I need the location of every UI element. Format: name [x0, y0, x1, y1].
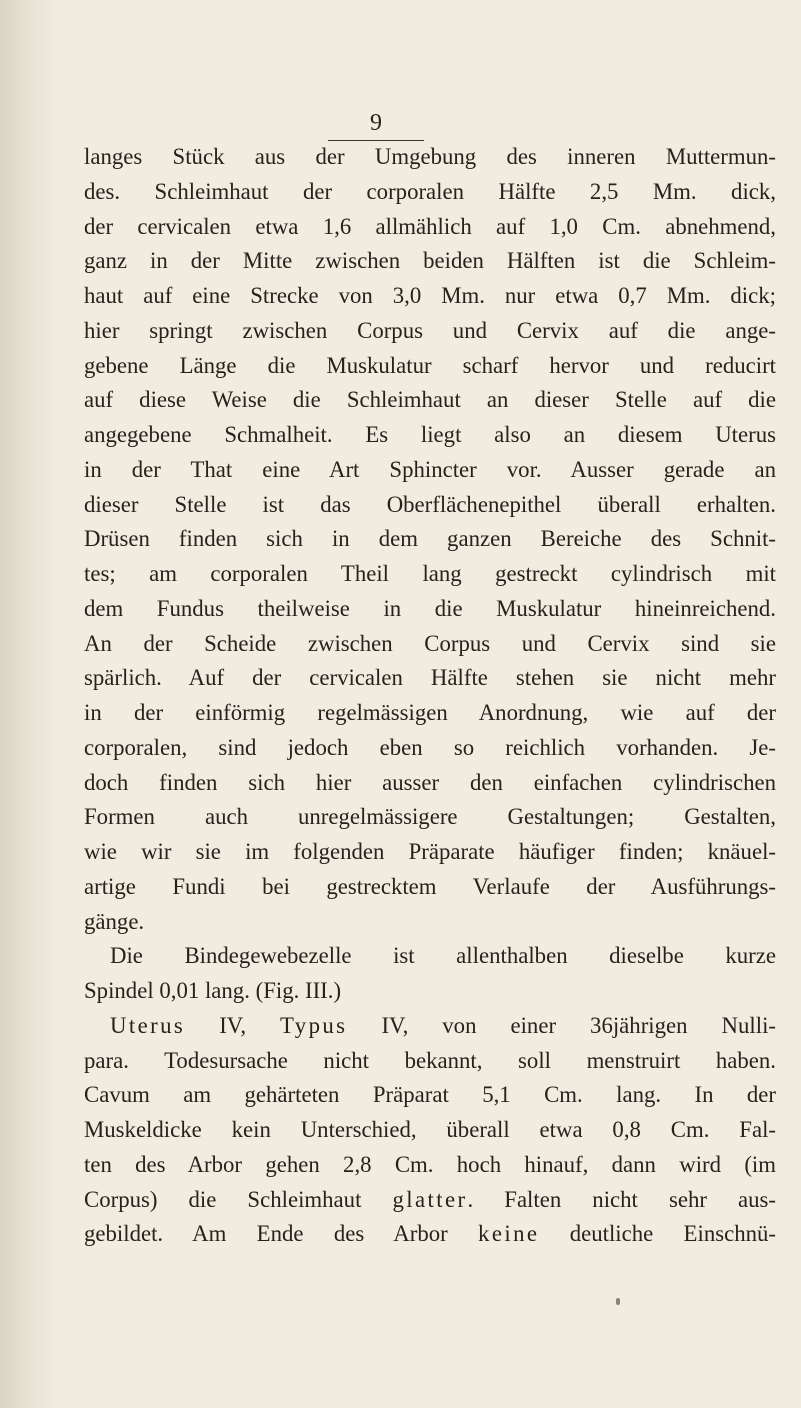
text-line: Die Bindegewebezelle ist allenthalben dieselbe kurze [110, 943, 776, 969]
text-line: gebene Länge die Muskulatur scharf hervor und reducirt [84, 352, 776, 378]
text-line: haut auf eine Strecke von 3,0 Mm. nur etwa 0,7 Mm. dick; [84, 283, 776, 308]
text-line: dieser Stelle ist das Oberflächenepithel überall erhalten. [84, 491, 776, 517]
text-line: Drüsen finden sich in dem ganzen Bereiche des Schnit- [84, 526, 776, 552]
text-line: tes; am corporalen Theil lang gestreckt cylindrisch mit [84, 561, 776, 586]
text-line: Spindel 0,01 lang. (Fig. III.) [84, 978, 342, 1003]
text-line-heading [84, 1009, 776, 1044]
text-line: der cervicalen etwa 1,6 allmählich auf 1,0 Cm. abnehmend, [84, 213, 776, 239]
text-fragment: gebildet. Am Ende des Arbor [84, 1221, 479, 1247]
text-line: Formen auch unregelmässigere Gestaltungen; Gestalten, [84, 804, 776, 830]
text-line: para. Todesursache nicht bekannt, soll menstruirt haben. [84, 1047, 776, 1073]
page-edge-shadow [0, 0, 60, 1408]
text-line: wie wir sie im folgenden Präparate häufiger finden; knäuel- [84, 839, 776, 864]
page-number: 9 [328, 110, 424, 141]
text-line: ganz in der Mitte zwischen beiden Hälften ist die Schleim- [84, 248, 776, 274]
text-line: ten des Arbor gehen 2,8 Cm. hoch hinauf, dann wird (im [84, 1151, 776, 1177]
text-line: An der Scheide zwischen Corpus und Cervix sind sie [84, 630, 776, 656]
emphasized-word: Typus [280, 1012, 348, 1038]
text-line [84, 1183, 776, 1218]
text-line: gänge. [84, 908, 145, 934]
text-line: des. Schleimhaut der corporalen Hälfte 2,5 Mm. dick, [84, 178, 776, 204]
text-fragment: . Falten nicht sehr aus- [467, 1186, 776, 1212]
text-line: in der That eine Art Sphincter vor. Ausser gerade an [84, 456, 776, 482]
text-line: doch finden sich hier ausser den einfachen cylindrischen [84, 769, 776, 795]
text-fragment: deutliche Einschnü- [539, 1221, 776, 1247]
emphasized-word: glatter [392, 1186, 468, 1212]
text-line: auf diese Weise die Schleimhaut an dieser Stelle auf die [84, 387, 776, 413]
text-line: langes Stück aus der Umgebung des inneren Muttermun- [84, 144, 776, 169]
text-fragment: IV, von einer 36jährigen Nulli- [347, 1012, 776, 1038]
text-line [84, 1217, 776, 1252]
emphasized-word: Uterus [110, 1012, 186, 1038]
text-line: in der einförmig regelmässigen Anordnung, wie auf der [84, 700, 776, 725]
body-text [84, 140, 776, 1252]
text-fragment: IV, [185, 1012, 281, 1038]
text-line: angegebene Schmalheit. Es liegt also an diesem Uterus [84, 422, 776, 447]
text-line: hier springt zwischen Corpus und Cervix auf die ange- [84, 317, 776, 343]
paper-speck [616, 1298, 620, 1305]
emphasized-word: keine [478, 1221, 540, 1247]
text-line: dem Fundus theilweise in die Muskulatur hineinreichend. [84, 595, 776, 621]
text-line: Muskeldicke kein Unterschied, überall etwa 0,8 Cm. Fal- [84, 1117, 776, 1142]
text-fragment: Corpus) die Schleimhaut [84, 1186, 393, 1212]
text-line: spärlich. Auf der cervicalen Hälfte stehen sie nicht mehr [84, 665, 776, 691]
text-line: Cavum am gehärteten Präparat 5,1 Cm. lang. In der [84, 1082, 776, 1108]
text-line: artige Fundi bei gestrecktem Verlaufe der Ausführungs- [84, 873, 776, 899]
text-line: corporalen, sind jedoch eben so reichlich vorhanden. Je- [84, 734, 776, 760]
